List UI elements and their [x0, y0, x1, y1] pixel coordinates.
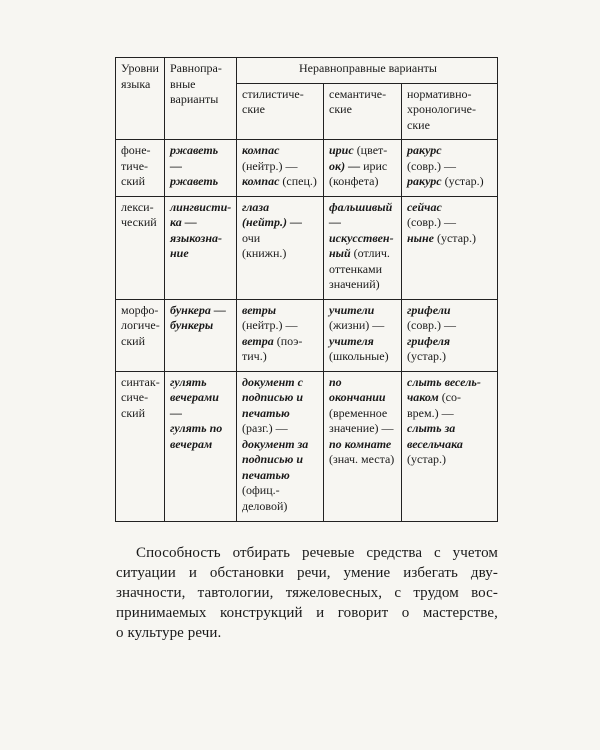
- header-level: Уровни языка: [116, 58, 165, 140]
- cell-line: гулять по: [170, 421, 223, 435]
- cell-line: ский: [121, 405, 145, 420]
- cell-stylistic: [237, 196, 324, 299]
- cell-line: учителя: [329, 333, 374, 348]
- cell-line: синтак-: [121, 374, 160, 389]
- cell-line: (совр.) —: [407, 158, 456, 173]
- cell-line: ветра (поэ-: [242, 333, 303, 348]
- body-paragraph: [116, 543, 498, 643]
- cell-line: гулять: [170, 374, 207, 389]
- cell-line: значение) —: [329, 421, 394, 435]
- table-row: [116, 371, 498, 521]
- cell-normative: [402, 371, 498, 521]
- header-unequal-variants: Неравноправные варианты: [237, 58, 498, 84]
- cell-line: языкозна-: [170, 230, 222, 245]
- header-semantic: семантиче- ские: [324, 83, 402, 140]
- cell-line: (временное: [329, 405, 388, 420]
- cell-line: печатью: [242, 467, 290, 482]
- cell-line: чаком (со-: [407, 390, 462, 404]
- table-row: [116, 196, 498, 299]
- cell-line: ский: [121, 333, 145, 348]
- cell-line: слыть весель-: [407, 374, 481, 389]
- cell-level: [116, 140, 165, 197]
- cell-line: документ за: [242, 436, 309, 451]
- cell-line: бункеры: [170, 318, 214, 332]
- cell-line: (нейтр.) —: [242, 318, 298, 332]
- cell-line: (разг.) —: [242, 421, 288, 435]
- cell-line: подписью и: [242, 390, 304, 404]
- cell-line: (нейтр.) — очи: [242, 215, 302, 245]
- cell-line: лекси-: [121, 199, 154, 214]
- cell-line: ка —: [170, 215, 197, 229]
- cell-stylistic: [237, 371, 324, 521]
- cell-line: логиче-: [121, 318, 160, 332]
- cell-line: (офиц.-: [242, 483, 280, 497]
- cell-line: ракурс: [407, 143, 442, 157]
- paragraph-line: о культуре речи.: [116, 625, 222, 641]
- cell-line: (книжн.): [242, 246, 287, 260]
- paragraph-line: принимаемых конструкций и говорит о мастерстве,: [116, 605, 498, 621]
- cell-line: ракурс (устар.): [407, 174, 484, 188]
- cell-equal: [165, 196, 237, 299]
- cell-line: ческий: [121, 215, 157, 229]
- cell-equal: [165, 371, 237, 521]
- cell-line: подписью и: [242, 452, 304, 466]
- cell-line: значений): [329, 277, 380, 291]
- cell-line: искусствен-: [329, 230, 394, 245]
- cell-line: фальшивый —: [329, 199, 393, 229]
- cell-line: (устар.): [407, 349, 447, 363]
- cell-line: учители: [329, 302, 375, 317]
- cell-line: грифеля: [407, 333, 451, 348]
- cell-equal: [165, 140, 237, 197]
- cell-line: (жизни) —: [329, 318, 385, 332]
- cell-stylistic: [237, 299, 324, 371]
- cell-line: слыть за: [407, 421, 456, 435]
- cell-line: по комнате: [329, 436, 392, 451]
- cell-line: сейчас: [407, 199, 442, 214]
- cell-line: ирис (цвет-: [329, 143, 388, 157]
- header-equal-variants: Равнопра- вные варианты: [165, 58, 237, 140]
- cell-line: ный (отлич.: [329, 246, 390, 260]
- cell-semantic: [324, 299, 402, 371]
- cell-semantic: [324, 196, 402, 299]
- language-variants-table: [115, 57, 498, 522]
- cell-line: тич.): [242, 349, 267, 363]
- cell-line: (нейтр.) —: [242, 158, 298, 173]
- header-stylistic: стилистиче- ские: [237, 83, 324, 140]
- cell-line: (конфета): [329, 174, 379, 188]
- cell-line: вечерами —: [170, 390, 219, 420]
- cell-line: лингвисти-: [170, 199, 232, 214]
- cell-line: тиче-: [121, 158, 149, 173]
- cell-line: документ с: [242, 374, 303, 389]
- cell-line: (устар.): [407, 452, 447, 466]
- cell-line: морфо-: [121, 302, 159, 317]
- table-row: [116, 299, 498, 371]
- cell-line: бункера —: [170, 302, 226, 317]
- cell-line: фоне-: [121, 143, 151, 157]
- table-row: [116, 140, 498, 197]
- cell-line: компас: [242, 143, 280, 157]
- cell-level: [116, 299, 165, 371]
- cell-line: компас (спец.): [242, 174, 317, 188]
- cell-line: деловой): [242, 498, 288, 513]
- cell-line: ние: [170, 246, 189, 260]
- cell-line: ский: [121, 174, 145, 188]
- cell-line: ныне (устар.): [407, 230, 477, 245]
- header-normative: нормативно- хронологиче- ские: [402, 83, 498, 140]
- cell-level: [116, 371, 165, 521]
- cell-line: ржаветь: [170, 174, 219, 188]
- cell-line: (знач. места): [329, 452, 395, 466]
- cell-line: оттенками: [329, 261, 383, 276]
- cell-line: ржаветь —: [170, 143, 219, 173]
- cell-line: (совр.) —: [407, 318, 456, 332]
- cell-line: сиче-: [121, 390, 149, 404]
- cell-line: врем.) —: [407, 405, 454, 420]
- cell-semantic: [324, 140, 402, 197]
- cell-line: глаза: [242, 199, 270, 214]
- cell-level: [116, 196, 165, 299]
- cell-line: ветры: [242, 302, 277, 317]
- paragraph-line: значности, тавтологии, тяжеловесных, с трудом вос-: [116, 585, 498, 601]
- cell-line: грифели: [407, 302, 451, 317]
- paragraph-line: Способность отбирать речевые средства с учетом: [136, 545, 498, 561]
- cell-equal: [165, 299, 237, 371]
- cell-normative: [402, 140, 498, 197]
- cell-line: (школьные): [329, 349, 389, 363]
- cell-line: ок) — ирис: [329, 158, 388, 173]
- cell-stylistic: [237, 140, 324, 197]
- cell-line: (совр.) —: [407, 215, 456, 229]
- cell-line: вечерам: [170, 436, 213, 451]
- cell-line: печатью: [242, 405, 290, 420]
- table-body: [116, 140, 498, 522]
- cell-line: по окончании: [329, 374, 386, 404]
- cell-line: весельчака: [407, 436, 463, 451]
- paragraph-line: ситуации и обстановки речи, умение избегать дву-: [116, 565, 498, 581]
- cell-semantic: [324, 371, 402, 521]
- cell-normative: [402, 299, 498, 371]
- cell-normative: [402, 196, 498, 299]
